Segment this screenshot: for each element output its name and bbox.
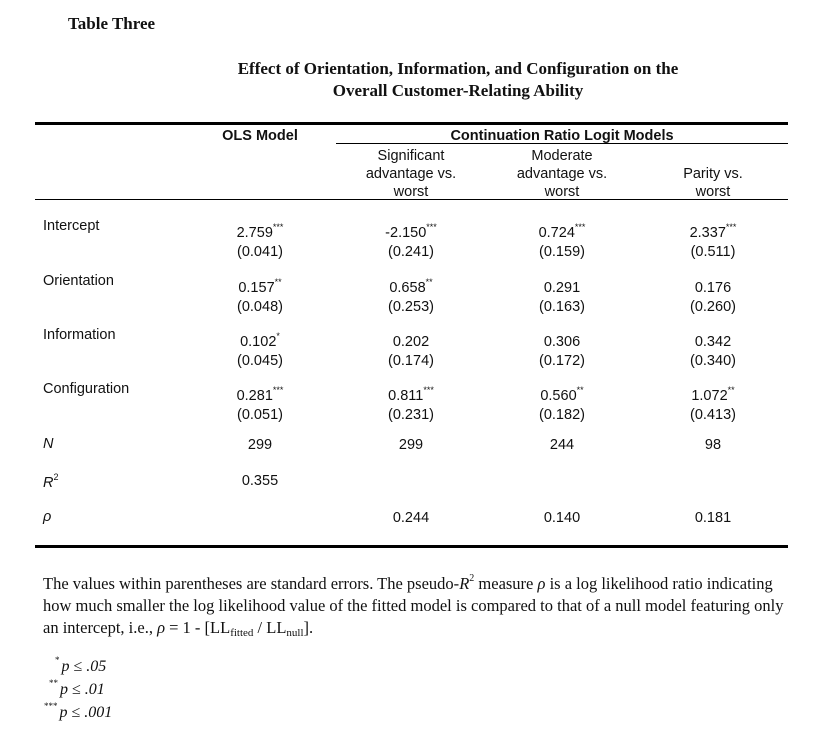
- table-cell: [351, 381, 471, 425]
- n-ols: 299: [247, 437, 273, 453]
- std-error: (0.182): [539, 407, 585, 423]
- table-cell: [200, 381, 320, 425]
- sig-text: p ≤ .01: [60, 681, 105, 698]
- coef-value: -2.150: [385, 225, 427, 241]
- top-rule: [35, 122, 788, 125]
- table-cell: [200, 218, 320, 262]
- col-moderate-header-line-1: Moderate: [531, 148, 593, 164]
- col-significant-header-line-1: Significant: [377, 148, 445, 164]
- significance-stars: **: [576, 385, 584, 395]
- row-label-n: N: [43, 436, 54, 452]
- n-moderate: 244: [549, 437, 575, 453]
- sig-stars: **: [49, 678, 58, 688]
- rho-moderate: 0.140: [543, 510, 581, 526]
- std-error: (0.511): [690, 244, 736, 260]
- note-text: = 1 - [LL: [165, 618, 231, 637]
- table-cell: [502, 327, 622, 371]
- std-error: (0.163): [539, 299, 585, 315]
- col-parity-header-line-2: worst: [695, 184, 731, 200]
- coef-value: 0.306: [543, 334, 581, 350]
- bottom-rule: [35, 545, 788, 548]
- sig-text: p ≤ .001: [59, 704, 113, 721]
- table-cell: [653, 327, 773, 371]
- significance-stars: ***: [272, 385, 284, 395]
- note-r-symbol: R: [459, 574, 470, 593]
- table-cell: [502, 273, 622, 317]
- table-cell: [351, 273, 471, 317]
- std-error: (0.159): [539, 244, 585, 260]
- sig-stars: *: [55, 655, 60, 665]
- table-cell: [653, 381, 773, 425]
- coef-value: 2.337: [689, 225, 726, 241]
- coef-value: 0.560: [540, 388, 577, 404]
- coef-value: 0.157: [238, 280, 275, 296]
- r-superscript: 2: [53, 472, 59, 482]
- coef-value: 0.342: [694, 334, 732, 350]
- table-cell: [351, 218, 471, 262]
- n-significant: 299: [398, 437, 424, 453]
- coef-value: 0.291: [543, 280, 581, 296]
- note-text: is a log likelihood ratio indicating how much smaller the log likelihood value of the fitted model is compared to that of a null model featuring only an intercept, i.e.,: [43, 574, 784, 637]
- coef-value: 1.072: [691, 388, 728, 404]
- col-moderate-header-line-2: advantage vs.: [516, 166, 608, 182]
- col-significant-header-line-3: worst: [393, 184, 429, 200]
- row-label-rho: ρ: [43, 509, 52, 525]
- sig-text: p ≤ .05: [61, 658, 107, 675]
- row-label-orientation: Orientation: [43, 273, 114, 289]
- coef-value: 0.281: [236, 388, 273, 404]
- row-label-intercept: Intercept: [43, 218, 100, 234]
- row-label-information: Information: [43, 327, 116, 343]
- std-error: (0.241): [388, 244, 434, 260]
- crl-models-header: Continuation Ratio Logit Models: [450, 128, 674, 144]
- note-text: The values within parentheses are standard errors. The pseudo-: [43, 574, 460, 593]
- table-cell: [351, 327, 471, 371]
- significance-stars: ***: [574, 222, 586, 232]
- col-moderate-header: [497, 147, 627, 201]
- col-parity-header: [648, 165, 778, 201]
- note-text: measure: [474, 574, 538, 593]
- note-text: / LL: [253, 618, 287, 637]
- significance-stars: ***: [725, 222, 737, 232]
- table-cell: [653, 218, 773, 262]
- col-moderate-header-line-3: worst: [544, 184, 580, 200]
- table-title-line-2: Overall Customer-Relating Ability: [332, 81, 584, 100]
- note-rho-symbol: ρ: [537, 574, 546, 593]
- coef-value: 0.811: [388, 388, 424, 404]
- std-error: (0.253): [388, 299, 434, 315]
- std-error: (0.041): [237, 244, 283, 260]
- table-label: Table Three: [68, 14, 156, 33]
- std-error: (0.172): [539, 353, 585, 369]
- note-r-superscript: 2: [469, 573, 475, 584]
- std-error: (0.260): [690, 299, 736, 315]
- std-error: (0.340): [690, 353, 736, 369]
- coef-value: 0.102: [240, 334, 277, 350]
- note-subscript-fitted: fitted: [230, 627, 254, 639]
- row-label-configuration: Configuration: [43, 381, 130, 397]
- note-rho-symbol: ρ: [157, 618, 165, 637]
- significance-stars: **: [274, 277, 282, 287]
- table-cell: [200, 273, 320, 317]
- row-label-r-squared: [43, 472, 59, 491]
- coef-value: 2.759: [236, 225, 273, 241]
- std-error: (0.413): [690, 407, 736, 423]
- significance-stars: **: [425, 277, 433, 287]
- coef-value: 0.202: [392, 334, 430, 350]
- r-squared-ols: 0.355: [241, 473, 279, 489]
- coef-value: 0.724: [538, 225, 575, 241]
- std-error: (0.174): [388, 353, 434, 369]
- table-title-line-1: Effect of Orientation, Information, and Configuration on the: [237, 59, 679, 78]
- table-note: [43, 568, 803, 644]
- col-parity-header-line-1: Parity vs.: [683, 166, 743, 182]
- std-error: (0.231): [388, 407, 434, 423]
- coef-value: 0.176: [694, 280, 732, 296]
- significance-stars: ***: [426, 222, 437, 232]
- note-text: ].: [303, 618, 314, 637]
- std-error: (0.048): [237, 299, 283, 315]
- col-significant-header-line-2: advantage vs.: [365, 166, 457, 182]
- table-cell: [200, 327, 320, 371]
- sig-legend-01: [49, 678, 105, 699]
- n-parity: 98: [704, 437, 722, 453]
- table-cell: [502, 218, 622, 262]
- sig-stars: ***: [44, 701, 58, 711]
- table-cell: [502, 381, 622, 425]
- std-error: (0.051): [237, 407, 283, 423]
- note-subscript-null: null: [286, 627, 304, 639]
- sig-legend-001: [44, 701, 112, 722]
- sig-legend-05: [55, 655, 106, 676]
- r-symbol: R: [43, 475, 54, 491]
- rho-parity: 0.181: [694, 510, 732, 526]
- ols-model-header: OLS Model: [222, 128, 298, 144]
- significance-stars: ***: [423, 385, 434, 395]
- significance-stars: *: [276, 331, 280, 341]
- table-cell: [653, 273, 773, 317]
- rho-significant: 0.244: [392, 510, 430, 526]
- coef-value: 0.658: [389, 280, 426, 296]
- std-error: (0.045): [237, 353, 283, 369]
- col-significant-header: [346, 147, 476, 201]
- significance-stars: ***: [272, 222, 284, 232]
- significance-stars: **: [727, 385, 735, 395]
